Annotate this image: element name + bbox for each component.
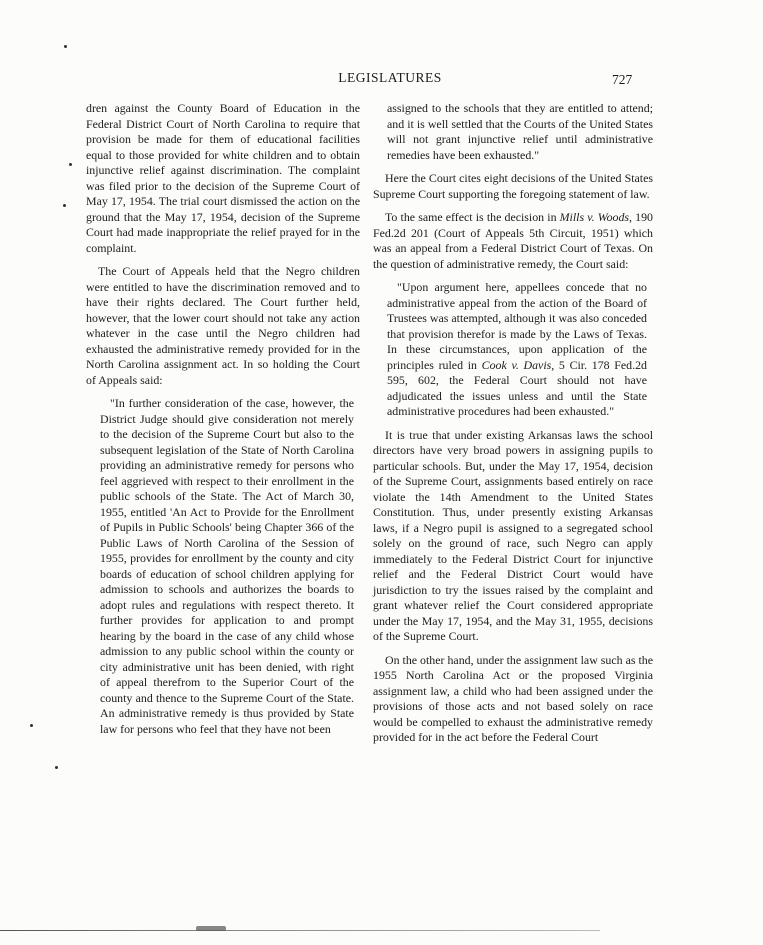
right-paragraph-4: On the other hand, under the assignment law such as the 1955 North Carolina Act or the proposed Virginia assignment law, a child who had been assigned under the provisions of those acts and not based solely on race would be compelled to exhaust the administrative remedy provided for in the act before the Federal Court <box>373 652 653 744</box>
left-column <box>86 101 360 745</box>
running-header: LEGISLATURES <box>338 70 442 85</box>
page-number: 727 <box>612 72 633 87</box>
margin-mark <box>69 163 72 166</box>
case-citation-cook-v-davis: Cook v. Davis, <box>481 357 555 372</box>
right-quote-continuation: assigned to the schools that they are entitled to attend; and it is well settled that the Courts of the United States will not grant injunctive relief until administrative remedies have been exhausted." <box>387 101 653 162</box>
left-paragraph-1: dren against the County Board of Education in the Federal District Court of North Carolina to require that provision be made for them of educational facilities equal to those provided for white children and to obtain injunctive relief against discrimination. The complaint was filed prior to the decision of the Supreme Court of May 17, 1954. The trial court dismissed the action on the ground that the May 17, 1954, decision of the Supreme Court had made inappropriate the relief prayed for in the complaint. <box>86 101 360 255</box>
scan-smudge <box>196 926 226 931</box>
right-paragraph-2 <box>373 210 653 272</box>
case-citation-mills-v-woods: Mills v. Woods, <box>559 210 633 224</box>
margin-mark <box>55 766 58 769</box>
left-block-quote: "In further consideration of the case, however, the District Judge should give consideration not merely to the decision of the Supreme Court but also to the subsequent legislation of the State of North Carolina providing an administrative remedy for persons who feel aggrieved with respect to their enrollment in the public schools of the State. The Act of March 30, 1955, entitled 'An Act to Provide for the Enrollment of Pupils in Public Schools' being Chapter 366 of the Public Laws of North Carolina of the Session of 1955, provides for enrollment by the county and city boards of education of school children applying for admission to schools and authorizes the boards to adopt rules and regulations with respect thereto. It further provides for application to and prompt hearing by the board in the case of any child whose admission to any public school within the county or city administrative unit has been denied, with right of appeal therefrom to the Superior Court of the county and thence to the Supreme Court of the State. An administrative remedy is thus provided by State law for persons who feel that they have not been <box>100 396 354 736</box>
right-column <box>373 101 653 754</box>
scan-edge-line <box>0 930 600 931</box>
right-paragraph-1: Here the Court cites eight decisions of the United States Supreme Court supporting the foregoing statement of law. <box>373 171 653 201</box>
left-paragraph-2: The Court of Appeals held that the Negro children were entitled to have the discrimination removed and to have their rights declared. The Court further held, however, that the lower court should not take any action whatever in the case until the Negro children had exhausted the administrative remedy provided for in the North Carolina assignment act. In so holding the Court of Appeals said: <box>86 264 360 387</box>
p2-text-post: 190 Fed.2d 201 (Court of Appeals 5th Circuit, 1951) which was an appeal from a Federal District Court of Texas. On the question of administrative remedy, the Court said: <box>373 210 653 271</box>
quote2-text-post: 5 Cir. 178 Fed.2d 595, 602, the Federal Court should not have adjudicated the issues unless and until the State administrative procedures had been exhausted." <box>387 357 647 418</box>
right-block-quote <box>373 280 653 420</box>
right-paragraph-3: It is true that under existing Arkansas laws the school directors have very broad powers in assigning pupils to particular schools. But, under the May 17, 1954, decision of the Supreme Court, assignments based entirely on race violate the 14th Amendment to the United States Constitution. Thus, under presently existing Arkansas laws, if a Negro pupil is assigned to a segregated school solely on the ground of race, such Negro can apply immediately to the Federal District Court for injunctive relief and the Federal District Court would have jurisdiction to try the issues raised by the complaint and grant whatever relief the Court considered appropriate under the May 17, 1954, and the May 31, 1955, decisions of the Supreme Court. <box>373 427 653 643</box>
quote2-text-pre: "Upon argument here, appellees concede that no administrative appeal from the action of the Board of Trustees was attempted, although it was also conceded that provision therefor is made by the Laws of Texas. In these circumstances, upon application of the principles ruled in <box>387 280 647 372</box>
margin-mark <box>63 204 66 207</box>
p2-text-pre: To the same effect is the decision in <box>385 210 560 224</box>
margin-mark <box>30 724 33 727</box>
margin-mark <box>64 45 67 48</box>
